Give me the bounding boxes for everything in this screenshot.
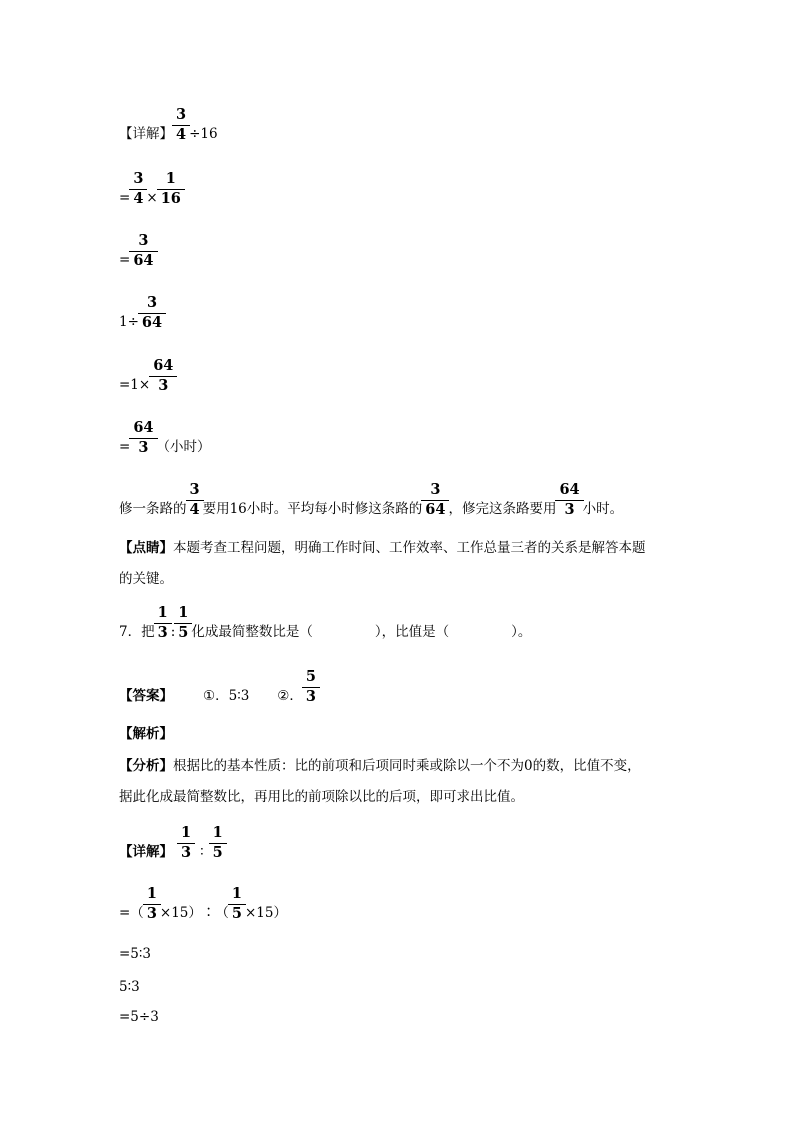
div-operator: ÷ [189, 126, 201, 142]
one-div: 1÷ [119, 314, 139, 330]
detail-label-2: 【详解】 [119, 844, 173, 860]
step1-end: ×15） [245, 905, 287, 921]
fraction-64-3: $\frac{64}{3}$ [151, 359, 175, 393]
tip-label: 【点睛】 [119, 540, 173, 556]
fraction-1-16: $\frac{1}{16}$ [159, 172, 183, 206]
fraction-1-5: $\frac{1}{5}$ [211, 826, 225, 860]
detail-line-5 [119, 359, 176, 393]
fraction-5-3: $\frac{5}{3}$ [304, 670, 318, 704]
times-operator: × [146, 190, 158, 206]
unit-hours: （小时） [156, 439, 211, 455]
detail2-line-3 [119, 946, 151, 962]
analysis-text-1: 根据比的基本性质：比的前项和后项同时乘或除以一个不为0的数，比值不变， [173, 758, 641, 774]
fraction-1-5: $\frac{1}{5}$ [230, 887, 244, 921]
analysis-label: 【解析】 [119, 726, 173, 742]
equals-sign: = [119, 439, 131, 455]
answer-line [119, 670, 319, 704]
ratio-colon: ∶ [200, 844, 204, 860]
fraction-3-4: $\frac{3}{4}$ [174, 108, 188, 142]
conclusion-text-b: 要用16小时。平均每小时修这条路的 [202, 501, 423, 517]
analysis-line-1 [119, 758, 641, 774]
fraction-3-4: $\frac{3}{4}$ [188, 483, 202, 517]
tip-text-2: 的关键。 [119, 571, 173, 587]
question-text-b: ），比值是（ [374, 624, 450, 640]
step1-mid: ×15）∶（ [159, 905, 229, 921]
fraction-64-3: $\frac{64}{3}$ [131, 421, 155, 455]
detail-line-2 [119, 172, 184, 206]
detail-line-3 [119, 234, 157, 268]
detail-line-6 [119, 421, 211, 455]
detail2-line-4 [119, 979, 140, 995]
answer-label: 【答案】 [119, 688, 173, 704]
detail-line-4 [119, 296, 165, 330]
question-7 [119, 606, 531, 640]
equals-sign: = [119, 190, 131, 206]
tip-line-2 [119, 571, 173, 587]
conclusion-line [119, 483, 623, 517]
fraction-3-4: $\frac{3}{4}$ [131, 172, 145, 206]
ratio-colon: : [170, 624, 176, 640]
step3: 5∶3 [119, 979, 140, 995]
detail2-line-1 [119, 826, 226, 860]
fraction-3-64: $\frac{3}{64}$ [140, 296, 164, 330]
analysis-tag: 【分析】 [119, 758, 173, 774]
tip-text-1: 本题考查工程问题，明确工作时间、工作效率、工作总量三者的关系是解答本题 [173, 540, 646, 556]
fraction-1-3: $\frac{1}{3}$ [179, 826, 193, 860]
detail-line-1 [119, 108, 218, 142]
fraction-3-64: $\frac{3}{64}$ [423, 483, 447, 517]
conclusion-text-d: 小时。 [582, 501, 624, 517]
equals-sign: = [119, 252, 131, 268]
question-number: 7．把 [119, 624, 155, 640]
detail2-line-5 [119, 1009, 159, 1025]
fraction-1-5: $\frac{1}{5}$ [176, 606, 190, 640]
conclusion-text-a: 修一条路的 [119, 501, 187, 517]
question-text-a: 化成最简整数比是（ [191, 624, 313, 640]
tip-line-1 [119, 540, 646, 556]
fraction-1-3: $\frac{1}{3}$ [156, 606, 170, 640]
fraction-64-3: $\frac{64}{3}$ [557, 483, 581, 517]
conclusion-text-c: ，修完这条路要用 [448, 501, 557, 517]
analysis-text-2: 据此化成最简整数比，再用比的前项除以比的后项，即可求出比值。 [119, 789, 524, 805]
analysis-line-2 [119, 789, 524, 805]
answer-1: ①．5∶3 [203, 688, 250, 704]
answer-2-label: ②． [277, 688, 303, 704]
step2: =5∶3 [119, 946, 152, 962]
detail2-line-2 [119, 887, 287, 921]
analysis-label-line [119, 726, 173, 742]
step1-open: =（ [119, 905, 144, 921]
detail-label: 【详解】 [119, 126, 173, 142]
step4: =5÷3 [119, 1009, 159, 1025]
number-16: 16 [200, 126, 218, 142]
one-times: =1× [119, 377, 151, 393]
question-text-c: ）。 [511, 624, 532, 640]
fraction-1-3: $\frac{1}{3}$ [145, 887, 159, 921]
fraction-3-64: $\frac{3}{64}$ [131, 234, 155, 268]
